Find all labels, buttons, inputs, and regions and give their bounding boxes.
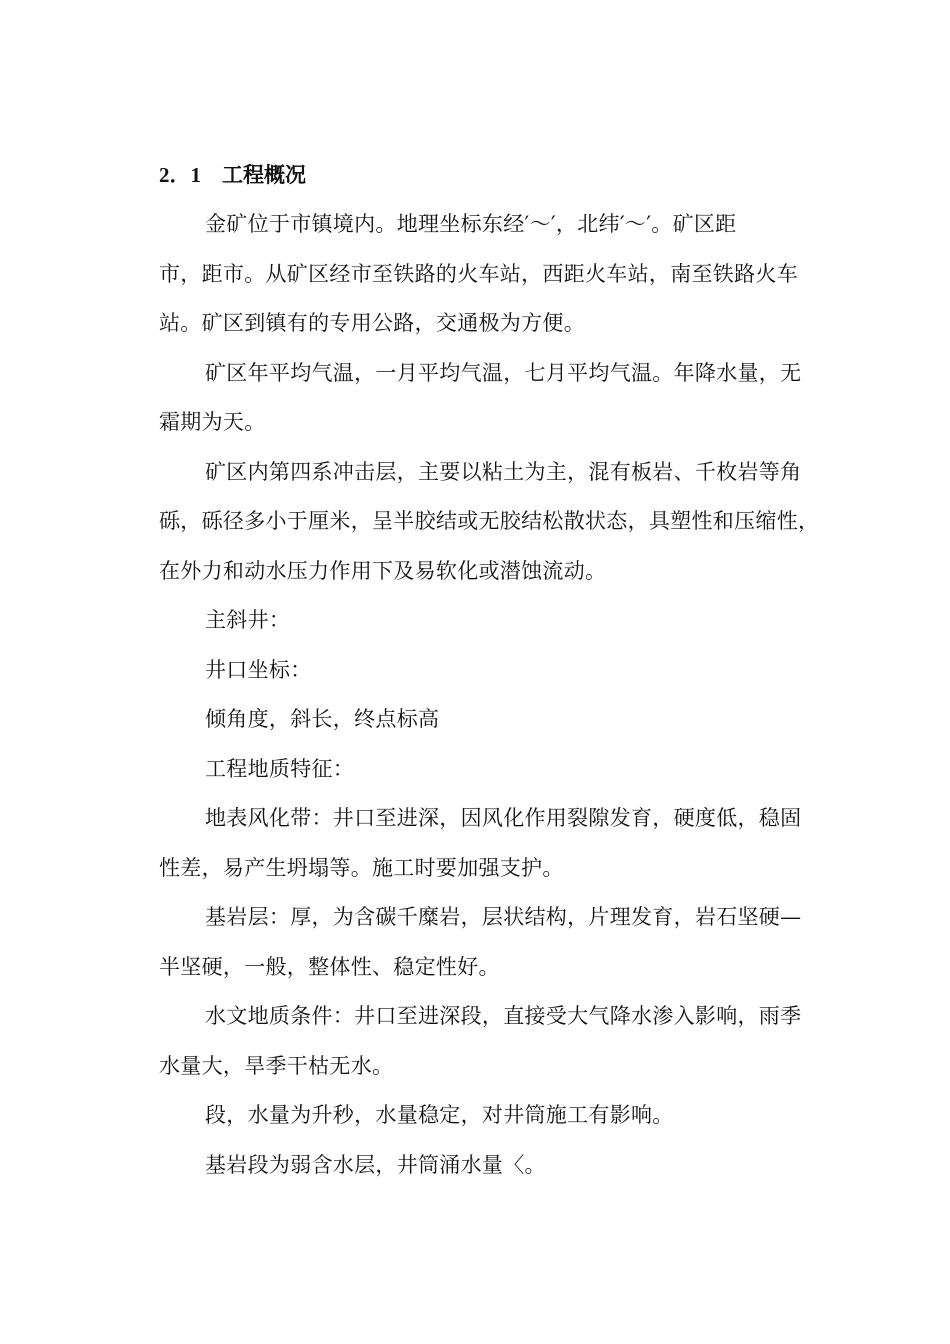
paragraph xyxy=(159,646,849,696)
paragraph xyxy=(159,1091,849,1141)
paragraph-line: 水文地质条件：井口至进深段，直接受大气降水渗入影响，雨季 xyxy=(205,1004,802,1028)
paragraph xyxy=(159,1141,849,1191)
paragraph-line: 砾，砾径多小于厘米，呈半胶结或无胶结松散状态，具塑性和压缩性， xyxy=(159,509,820,533)
paragraph-line: 地表风化带：井口至进深，因风化作用裂隙发育，硬度低，稳固 xyxy=(205,806,802,830)
paragraph-line: 主斜井： xyxy=(205,608,291,632)
paragraph-line: 性差，易产生坍塌等。施工时要加强支护。 xyxy=(159,855,564,880)
paragraph-line: 基岩层：厚，为含碳千糜岩，层状结构，片理发育，岩石坚硬— xyxy=(205,905,802,929)
paragraph-line: 霜期为天。 xyxy=(159,410,266,434)
section-heading: 2．1 工程概况 xyxy=(159,163,306,187)
paragraph-line: 半坚硬，一般，整体性、稳定性好。 xyxy=(159,954,500,979)
paragraph xyxy=(159,596,849,646)
paragraph xyxy=(159,794,849,893)
paragraph-line: 水量大，旱季干枯无水。 xyxy=(159,1053,394,1078)
document-body xyxy=(159,156,849,1190)
paragraph-list xyxy=(159,200,849,1190)
paragraph xyxy=(159,745,849,795)
paragraph-line: 站。矿区到镇有的专用公路，交通极为方便。 xyxy=(159,311,585,335)
paragraph xyxy=(159,893,849,992)
paragraph xyxy=(159,695,849,745)
paragraph xyxy=(159,349,849,448)
paragraph-line: 井口坐标： xyxy=(205,657,312,682)
paragraph-line: 市，距市。从矿区经市至铁路的火车站，西距火车站，南至铁路火车 xyxy=(159,261,798,286)
paragraph xyxy=(159,200,849,349)
paragraph xyxy=(159,992,849,1091)
paragraph-line: 段，水量为升秒，水量稳定，对井筒施工有影响。 xyxy=(205,1103,674,1127)
paragraph-line: 在外力和动水压力作用下及易软化或潜蚀流动。 xyxy=(159,558,607,583)
paragraph xyxy=(159,448,849,597)
paragraph-line: 金矿位于市镇境内。地理坐标东经′～′，北纬′～′。矿区距 xyxy=(205,212,737,236)
paragraph-line: 矿区内第四系冲击层，主要以粘土为主，混有板岩、千枚岩等角 xyxy=(205,459,802,484)
paragraph-line: 倾角度，斜长，终点标高 xyxy=(205,707,440,731)
paragraph-line: 基岩段为弱含水层，井筒涌水量〈。 xyxy=(205,1152,546,1177)
paragraph-line: 矿区年平均气温，一月平均气温，七月平均气温。年降水量，无 xyxy=(205,360,802,385)
paragraph-line: 工程地质特征： xyxy=(205,756,355,781)
